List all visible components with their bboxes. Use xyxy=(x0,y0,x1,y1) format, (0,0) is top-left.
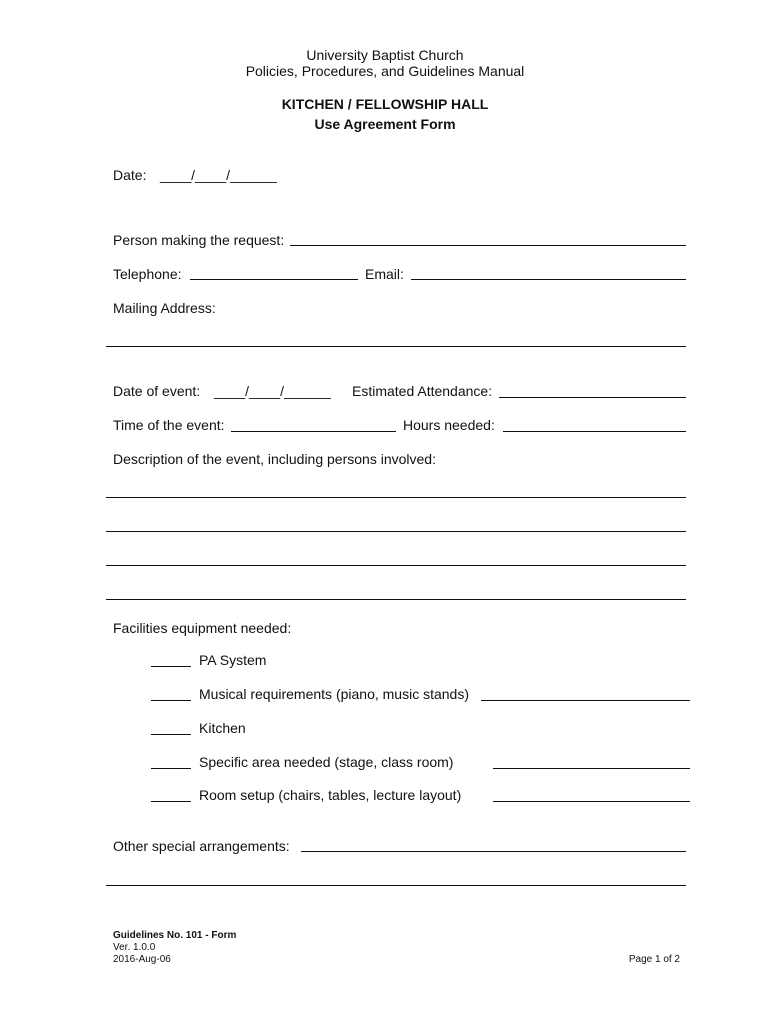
description-line-3[interactable] xyxy=(106,565,686,566)
description-label: Description of the event, including persons involved: xyxy=(113,451,436,467)
other-label: Other special arrangements: xyxy=(113,838,290,854)
time-field[interactable] xyxy=(231,431,396,432)
pa-system-checkbox[interactable] xyxy=(151,666,191,667)
email-label: Email: xyxy=(365,266,404,282)
hours-field[interactable] xyxy=(503,431,686,432)
mailing-label: Mailing Address: xyxy=(113,300,216,316)
description-line-4[interactable] xyxy=(106,599,686,600)
person-field[interactable] xyxy=(290,245,686,246)
mailing-field[interactable] xyxy=(106,346,686,347)
kitchen-checkbox[interactable] xyxy=(151,734,191,735)
other-line-2[interactable] xyxy=(106,885,686,886)
manual-name: Policies, Procedures, and Guidelines Manual xyxy=(245,63,525,79)
specific-area-checkbox[interactable] xyxy=(151,768,191,769)
person-label: Person making the request: xyxy=(113,232,285,248)
email-field[interactable] xyxy=(411,279,686,280)
date-label: Date: xyxy=(113,167,147,183)
revision-date: 2016-Aug-06 xyxy=(113,954,171,965)
room-setup-field[interactable] xyxy=(493,801,690,802)
attendance-field[interactable] xyxy=(499,397,686,398)
description-line-1[interactable] xyxy=(106,497,686,498)
time-label: Time of the event: xyxy=(113,417,225,433)
form-subtitle: Use Agreement Form xyxy=(314,116,456,132)
org-name: University Baptist Church xyxy=(306,47,464,63)
attendance-label: Estimated Attendance: xyxy=(352,383,493,399)
event-date-field[interactable]: ____/____/______ xyxy=(214,383,331,399)
pa-system-label: PA System xyxy=(199,652,267,668)
specific-area-label: Specific area needed (stage, class room) xyxy=(199,754,454,770)
page-number: Page 1 of 2 xyxy=(628,954,680,965)
hours-label: Hours needed: xyxy=(403,417,495,433)
version: Ver. 1.0.0 xyxy=(113,942,156,953)
musical-detail-field[interactable] xyxy=(481,700,690,701)
event-date-label: Date of event: xyxy=(113,383,201,399)
other-field[interactable] xyxy=(301,851,686,852)
musical-label: Musical requirements (piano, music stands) xyxy=(199,686,469,702)
date-field[interactable]: ____/____/______ xyxy=(160,167,277,183)
musical-checkbox[interactable] xyxy=(151,700,191,701)
specific-area-field[interactable] xyxy=(493,768,690,769)
description-line-2[interactable] xyxy=(106,531,686,532)
form-title: KITCHEN / FELLOWSHIP HALL xyxy=(281,96,489,112)
kitchen-label: Kitchen xyxy=(199,720,246,736)
facilities-label: Facilities equipment needed: xyxy=(113,620,292,636)
telephone-label: Telephone: xyxy=(113,266,182,282)
guideline-number: Guidelines No. 101 - Form xyxy=(113,930,237,941)
telephone-field[interactable] xyxy=(190,279,358,280)
room-setup-label: Room setup (chairs, tables, lecture layout) xyxy=(199,787,462,803)
room-setup-checkbox[interactable] xyxy=(151,801,191,802)
